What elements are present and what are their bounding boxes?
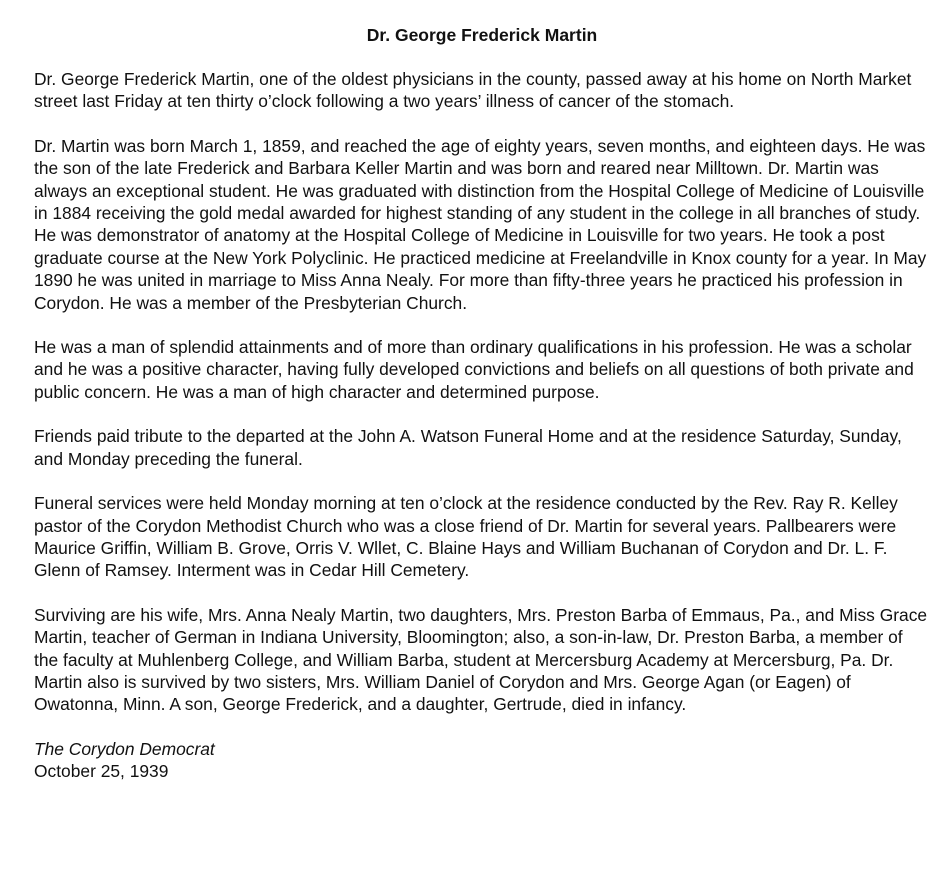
paragraph-funeral-services: Funeral services were held Monday morning at ten o’clock at the residence conducted by the Rev. Ray R. Kelley pastor of the Corydon Methodist Church who was a close friend of Dr. Martin for several years. Pallbearers were Maurice Griffin, William B. Grove, Orris V. Wllet, C. Blaine Hays and William Buchanan of Corydon and Dr. L. F. Glenn of Ramsey. Interment was in Cedar Hill Cemetery. [34, 493, 898, 581]
publication-name: The Corydon Democrat [34, 738, 215, 759]
publication-date: October 25, 1939 [34, 760, 169, 781]
paragraph-survivors: Surviving are his wife, Mrs. Anna Nealy Martin, two daughters, Mrs. Preston Barba of Emmaus, Pa., and Miss Grace Martin, teacher of German in Indiana University, Bloomington; also, a son-in-law, Dr. Preston Barba, a member of the faculty at Muhlenberg College, and William Barba, student at Mercersburg Academy at Mercersburg, Pa. Dr. Martin also is survived by two sisters, Mrs. William Daniel of Corydon and Mrs. George Agan (or Eagen) of Owatonna, Minn. A son, George Frederick, and a daughter, Gertrude, died in infancy. [34, 604, 928, 715]
paragraph-biography: Dr. Martin was born March 1, 1859, and reached the age of eighty years, seven months, and eighteen days. He was the son of the late Frederick and Barbara Keller Martin and was born and reared near Milltown. Dr. Martin was always an exceptional student. He was graduated with distinction from the Hospital College of Medicine of Louisville in 1884 receiving the gold medal awarded for highest standing of any student in the college in all branches of study. He was demonstrator of anatomy at the Hospital College of Medicine in Louisville for two years. He took a post graduate course at the New York Polyclinic. He practiced medicine at Freelandville in Knox county for a year. In May 1890 he was united in marriage to Miss Anna Nealy. For more than fifty-three years he practiced his profession in Corydon. He was a member of the Presbyterian Church. [34, 135, 927, 313]
page-title: Dr. George Frederick Martin [366, 25, 598, 45]
obituary-document [34, 24, 930, 782]
paragraph-character: He was a man of splendid attainments and of more than ordinary qualifications in his profession. He was a scholar and he was a positive character, having fully developed convictions and beliefs on all questions of both private and public concern. He was a man of high character and determined purpose. [34, 337, 914, 402]
paragraph-death-notice: Dr. George Frederick Martin, one of the oldest physicians in the county, passed away at his home on North Market street last Friday at ten thirty o’clock following a two years’ illness of cancer of the stomach. [34, 69, 912, 112]
paragraph-tribute: Friends paid tribute to the departed at the John A. Watson Funeral Home and at the residence Saturday, Sunday, and Monday preceding the funeral. [34, 426, 902, 469]
source-citation [34, 738, 930, 782]
